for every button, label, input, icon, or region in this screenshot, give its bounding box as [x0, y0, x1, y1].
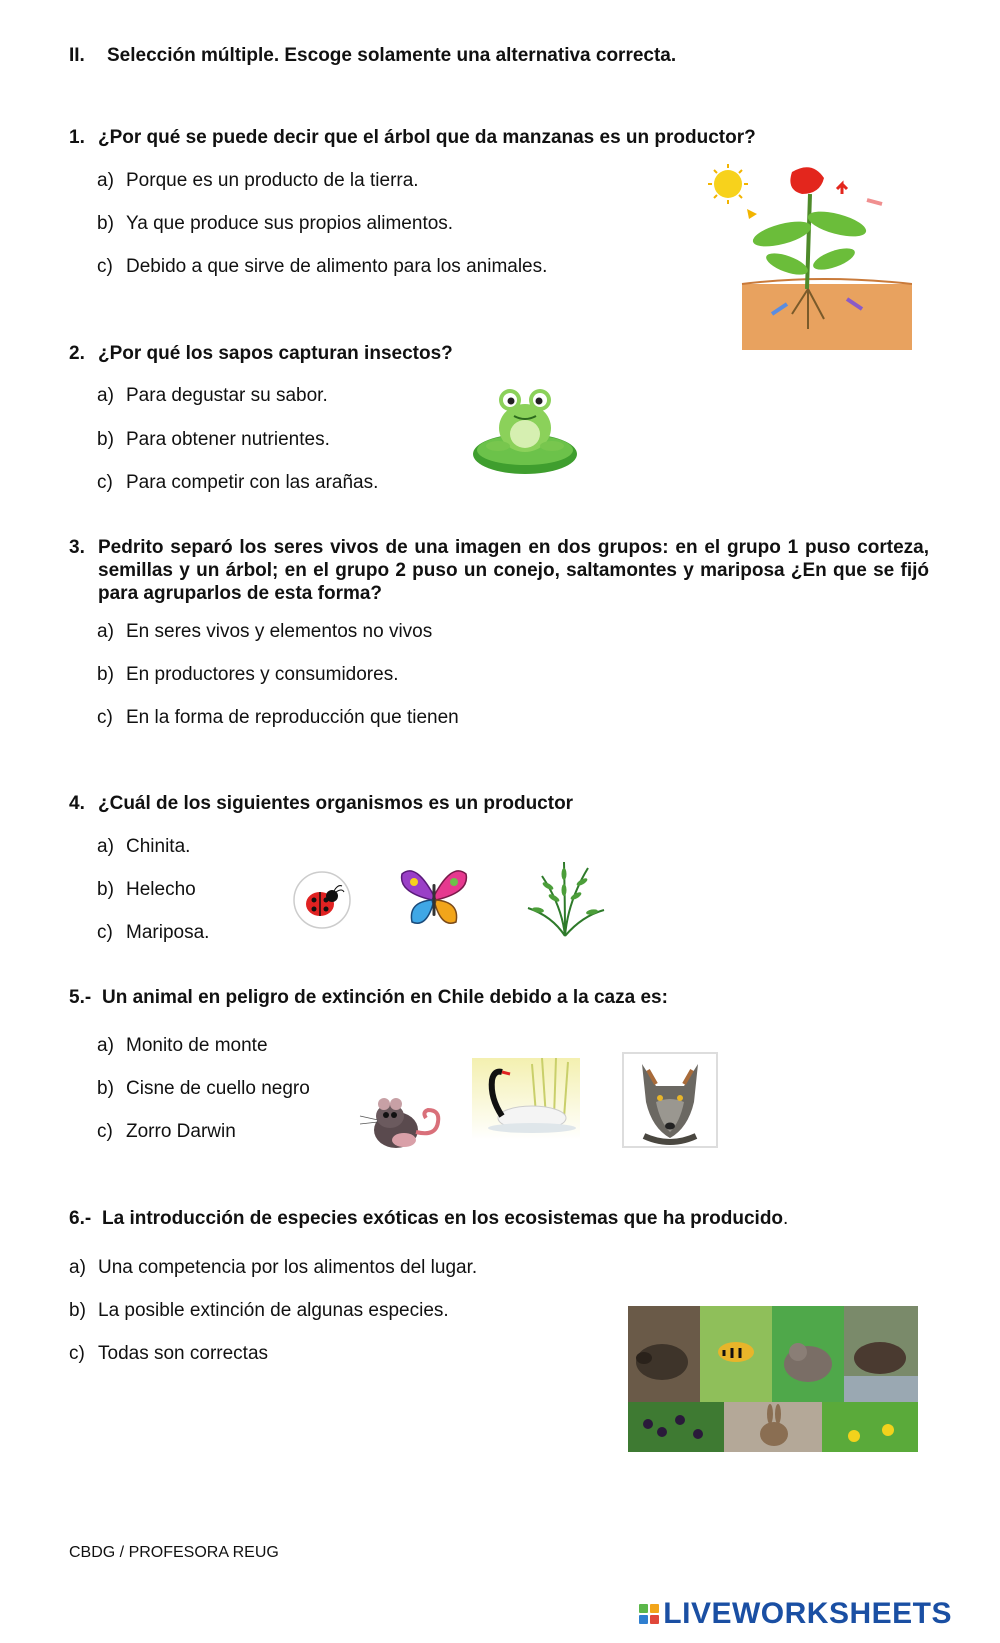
butterfly-image — [398, 862, 470, 934]
option-letter: c) — [97, 256, 113, 277]
option-letter: b) — [97, 429, 114, 450]
option-1a[interactable] — [97, 170, 419, 192]
option-5b[interactable] — [97, 1078, 310, 1100]
option-text: Una competencia por los alimentos del lugar. — [98, 1257, 478, 1278]
option-text: Para obtener nutrientes. — [126, 429, 330, 450]
option-letter: a) — [97, 836, 114, 857]
question-4 — [69, 792, 573, 815]
option-3b[interactable] — [97, 664, 398, 686]
option-letter: a) — [97, 170, 114, 191]
zorro-darwin-image — [622, 1052, 718, 1148]
fern-image — [522, 856, 608, 942]
option-text: En productores y consumidores. — [126, 664, 399, 685]
option-3c[interactable] — [97, 707, 459, 729]
option-1c[interactable] — [97, 256, 547, 278]
option-text: Monito de monte — [126, 1035, 268, 1056]
liveworksheets-logo[interactable] — [639, 1597, 952, 1631]
section-number: II. — [69, 45, 85, 66]
footer-text: CBDG / PROFESORA REUG — [69, 1544, 279, 1561]
option-letter: c) — [97, 707, 113, 728]
question-text: Un animal en peligro de extinción en Chile debido a la caza es: — [102, 987, 668, 1008]
question-number: 5.- — [69, 987, 92, 1008]
option-4b[interactable] — [97, 879, 196, 901]
option-6a[interactable] — [69, 1257, 477, 1279]
question-number: 1. — [69, 127, 85, 148]
brand-name: LIVEWORKSHEETS — [663, 1597, 952, 1630]
option-letter: b) — [97, 879, 114, 900]
option-letter: b) — [97, 1078, 114, 1099]
option-text: Zorro Darwin — [126, 1121, 236, 1142]
option-text: Helecho — [126, 879, 196, 900]
option-text: Para competir con las arañas. — [126, 472, 379, 493]
option-letter: a) — [97, 1035, 114, 1056]
option-letter: c) — [97, 922, 113, 943]
question-number: 6.- — [69, 1208, 92, 1229]
question-1 — [69, 126, 756, 149]
option-5c[interactable] — [97, 1121, 236, 1143]
option-5a[interactable] — [97, 1035, 268, 1057]
question-text: ¿Por qué se puede decir que el árbol que da manzanas es un productor? — [98, 127, 756, 148]
option-text: Mariposa. — [126, 922, 210, 943]
option-text: Porque es un producto de la tierra. — [126, 170, 419, 191]
question-number: 4. — [69, 793, 85, 814]
option-text: En seres vivos y elementos no vivos — [126, 621, 433, 642]
option-6b[interactable] — [69, 1300, 449, 1322]
option-letter: a) — [97, 385, 114, 406]
plant-diagram-image — [702, 164, 912, 350]
monito-de-monte-image — [356, 1082, 446, 1162]
option-2a[interactable] — [97, 385, 328, 407]
option-text: Todas son correctas — [98, 1343, 269, 1364]
question-suffix: . — [783, 1208, 789, 1229]
option-text: En la forma de reproducción que tienen — [126, 707, 459, 728]
option-text: La posible extinción de algunas especies. — [98, 1300, 449, 1321]
invasive-species-collage-image — [628, 1306, 918, 1452]
section-header — [69, 45, 676, 67]
option-4c[interactable] — [97, 922, 209, 944]
question-text: La introducción de especies exóticas en los ecosistemas que ha producido — [102, 1208, 784, 1229]
question-3 — [69, 536, 929, 605]
option-1b[interactable] — [97, 213, 453, 235]
option-letter: a) — [69, 1257, 86, 1278]
cisne-image — [472, 1058, 580, 1140]
question-5 — [69, 986, 668, 1009]
option-text: Cisne de cuello negro — [126, 1078, 310, 1099]
option-2c[interactable] — [97, 472, 378, 494]
option-text: Ya que produce sus propios alimentos. — [126, 213, 454, 234]
question-6 — [69, 1207, 788, 1230]
option-4a[interactable] — [97, 836, 190, 858]
option-letter: c) — [97, 1121, 113, 1142]
logo-grid-icon — [639, 1604, 659, 1624]
section-title: Selección múltiple. Escoge solamente una alternativa correcta. — [107, 45, 677, 66]
question-number: 3. — [69, 537, 85, 558]
question-text: Pedrito separó los seres vivos de una imagen en dos grupos: en el grupo 1 puso corteza, semillas y un árbol; en el grupo 2 puso un conejo, saltamontes y mariposa ¿En que se fijó para agruparlos de esta forma? — [98, 537, 929, 604]
option-6c[interactable] — [69, 1343, 268, 1365]
option-text: Debido a que sirve de alimento para los animales. — [126, 256, 548, 277]
option-letter: a) — [97, 621, 114, 642]
option-2b[interactable] — [97, 429, 330, 451]
option-text: Para degustar su sabor. — [126, 385, 328, 406]
option-letter: c) — [97, 472, 113, 493]
option-3a[interactable] — [97, 621, 432, 643]
frog-image — [470, 380, 580, 480]
question-text: ¿Cuál de los siguientes organismos es un productor — [98, 793, 574, 814]
option-letter: b) — [69, 1300, 86, 1321]
option-letter: c) — [69, 1343, 85, 1364]
question-number: 2. — [69, 343, 85, 364]
option-text: Chinita. — [126, 836, 191, 857]
ladybug-image — [292, 870, 352, 930]
question-text: ¿Por qué los sapos capturan insectos? — [98, 343, 453, 364]
option-letter: b) — [97, 664, 114, 685]
question-2 — [69, 342, 453, 365]
option-letter: b) — [97, 213, 114, 234]
